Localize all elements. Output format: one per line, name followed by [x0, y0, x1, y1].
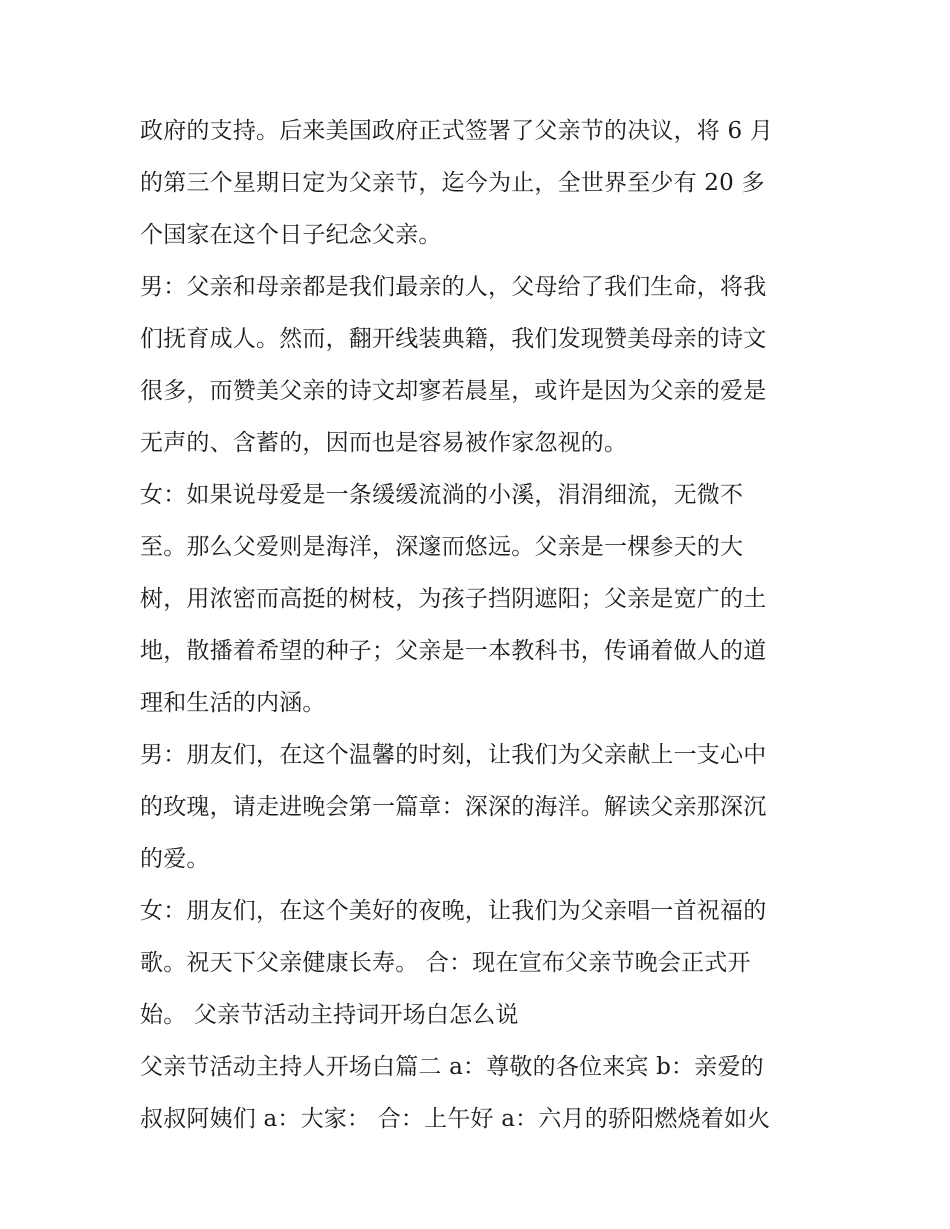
text-line: 的第三个星期日定为父亲节，迄今为止，全世界至少有 20 多 [140, 170, 765, 196]
text-line: 父亲节活动主持人开场白篇二 a：尊敬的各位来宾 b：亲爱的 [140, 1054, 764, 1080]
text-line: 的玫瑰，请走进晚会第一篇章：深深的海洋。解读父亲那深沉 [140, 794, 767, 820]
text-line: 个国家在这个日子纪念父亲。 [140, 222, 442, 248]
text-line: 很多，而赞美父亲的诗文却寥若晨星，或许是因为父亲的爱是 [140, 378, 767, 404]
text-line: 女：朋友们，在这个美好的夜晚，让我们为父亲唱一首祝福的 [140, 898, 767, 924]
text-line: 无声的、含蓄的，因而也是容易被作家忽视的。 [140, 430, 628, 456]
text-line: 至。那么父爱则是海洋，深邃而悠远。父亲是一棵参天的大 [140, 534, 744, 560]
text-line: 政府的支持。后来美国政府正式签署了父亲节的决议，将 6 月 [140, 118, 774, 144]
text-line: 的爱。 [140, 846, 210, 872]
text-line: 始。 父亲节活动主持词开场白怎么说 [140, 1002, 519, 1028]
text-line: 男：父亲和母亲都是我们最亲的人，父母给了我们生命，将我 [140, 274, 767, 300]
text-line: 地，散播着希望的种子；父亲是一本教科书，传诵着做人的道 [140, 638, 767, 664]
text-line: 男：朋友们，在这个温馨的时刻，让我们为父亲献上一支心中 [140, 742, 767, 768]
text-line: 歌。祝天下父亲健康长寿。 合：现在宣布父亲节晚会正式开 [140, 950, 751, 976]
text-line: 女：如果说母爱是一条缓缓流淌的小溪，涓涓细流，无微不 [140, 482, 744, 508]
text-line: 们抚育成人。然而，翻开线装典籍，我们发现赞美母亲的诗文 [140, 326, 767, 352]
text-line: 叔叔阿姨们 a：大家： 合：上午好 a：六月的骄阳燃烧着如火 [140, 1106, 771, 1132]
text-line: 理和生活的内涵。 [140, 690, 326, 716]
text-line: 树，用浓密而高挺的树枝，为孩子挡阴遮阳；父亲是宽广的土 [140, 586, 767, 612]
document-body [140, 105, 820, 1145]
